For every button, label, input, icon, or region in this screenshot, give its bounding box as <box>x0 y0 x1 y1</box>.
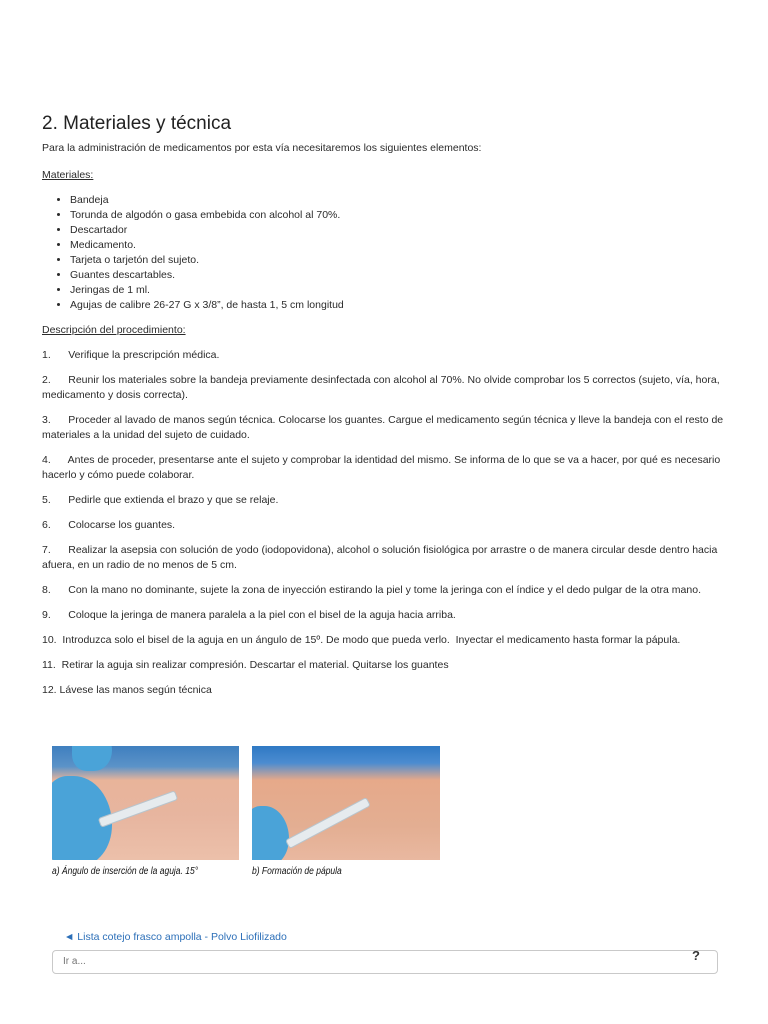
list-item: • Agujas de calibre 26-27 G x 3/8”, de hasta 1, 5 cm longitud <box>70 298 732 313</box>
list-item: • Bandeja <box>70 193 732 208</box>
intro-text: Para la administración de medicamentos por esta vía necesitaremos los siguientes elementos: <box>42 142 482 154</box>
jump-input[interactable] <box>61 955 665 968</box>
syringe-shape <box>285 797 371 849</box>
figure-injection-angle <box>52 746 239 877</box>
procedure-step: 11. Retirar la aguja sin realizar compresión. Descartar el material. Quitarse los guantes <box>42 659 449 671</box>
jump-to-select[interactable] <box>52 950 718 974</box>
procedure-figures <box>52 746 452 886</box>
injection-angle-photo <box>52 746 239 860</box>
list-item: • Descartador <box>70 223 732 238</box>
page-title: 2. Materiales y técnica <box>42 113 232 134</box>
figure-papule-formation <box>252 746 440 877</box>
list-item: • Jeringas de 1 ml. <box>70 283 732 298</box>
materials-list <box>42 193 732 313</box>
glove-shape <box>252 806 289 860</box>
procedure-step: 2. Reunir los materiales sobre la bandeja previamente desinfectada con alcohol al 70%. No olvide comprobar los 5 correctos (sujeto, vía, hora, medicamento y dosis correcta). <box>42 374 723 401</box>
procedure-step: 8. Con la mano no dominante, sujete la zona de inyección estirando la piel y tome la jeringa con el índice y el dedo pulgar de la otra mano. <box>42 584 701 596</box>
procedure-step: 9. Coloque la jeringa de manera paralela a la piel con el bisel de la aguja hacia arriba. <box>42 609 456 621</box>
help-icon[interactable]: ? <box>692 948 700 963</box>
procedure-step: 3. Proceder al lavado de manos según técnica. Colocarse los guantes. Cargue el medicamento según técnica y lleve la bandeja con el resto de materiales a la unidad del sujeto de cuidado. <box>42 414 727 441</box>
previous-activity-link[interactable]: ◄ Lista cotejo frasco ampolla - Polvo Liofilizado <box>64 931 287 943</box>
procedure-step: 5. Pedirle que extienda el brazo y que se relaje. <box>42 494 279 506</box>
list-item: • Tarjeta o tarjetón del sujeto. <box>70 253 732 268</box>
main-content <box>42 113 732 708</box>
procedure-step: 12. Lávese las manos según técnica <box>42 684 212 696</box>
procedure-label: Descripción del procedimiento: <box>42 324 186 336</box>
figure-caption: b) Formación de pápula <box>252 866 342 877</box>
list-item: • Torunda de algodón o gasa embebida con alcohol al 70%. <box>70 208 732 223</box>
procedure-step: 10. Introduzca solo el bisel de la aguja en un ángulo de 15º. De modo que pueda verlo. Inyectar el medicamento hasta formar la pápula. <box>42 634 681 646</box>
materials-label: Materiales: <box>42 169 94 181</box>
procedure-step: 7. Realizar la asepsia con solución de yodo (iodopovidona), alcohol o solución fisiológica por arrastre o de manera circular desde dentro hacia afuera, en un radio de no menos de 5 cm. <box>42 544 721 571</box>
procedure-step: 6. Colocarse los guantes. <box>42 519 176 531</box>
list-item: • Medicamento. <box>70 238 732 253</box>
figure-caption: a) Ángulo de inserción de la aguja. 15° <box>52 866 199 877</box>
procedure-step: 1. Verifique la prescripción médica. <box>42 349 220 361</box>
glove-shape <box>72 746 112 771</box>
papule-formation-photo <box>252 746 440 860</box>
list-item: • Guantes descartables. <box>70 268 732 283</box>
procedure-step: 4. Antes de proceder, presentarse ante el sujeto y comprobar la identidad del mismo. Se informa de lo que se va a hacer, por qué es necesario hacerlo y cómo puede colaborar. <box>42 454 724 481</box>
